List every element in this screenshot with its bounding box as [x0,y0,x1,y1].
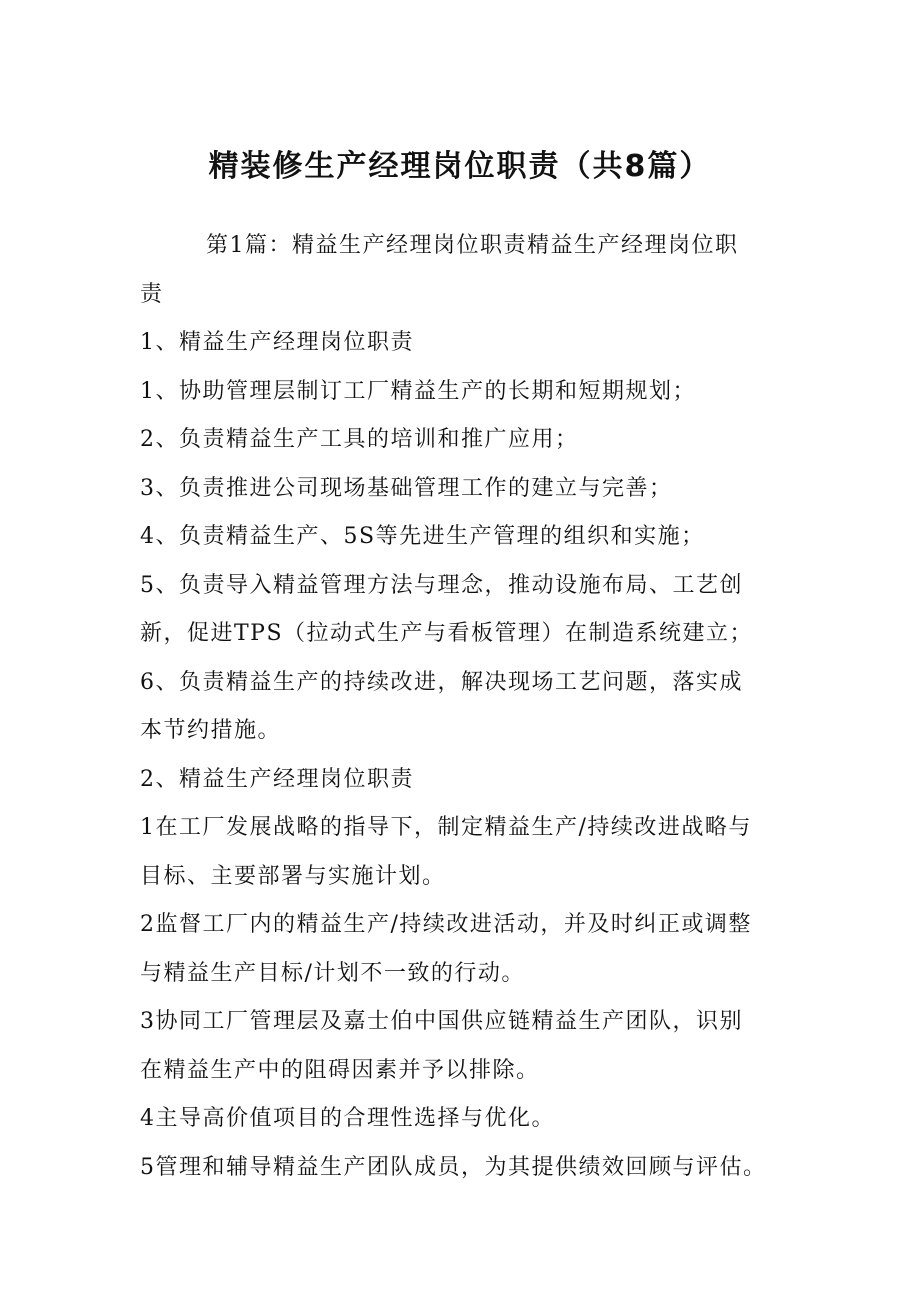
list-item-continuation: 新，促进TPS（拉动式生产与看板管理）在制造系统建立； [140,621,754,646]
paragraph-line: 责 [140,281,164,307]
list-item: 4、负责精益生产、5S等先进生产管理的组织和实施； [140,524,705,549]
document-title: 精装修生产经理岗位职责（共8篇） [208,149,712,184]
document-body [140,222,785,1192]
list-item: 5管理和辅导精益生产团队成员，为其提供绩效回顾与评估。 [140,1154,767,1180]
list-item: 4主导高价值项目的合理性选择与优化。 [140,1106,555,1131]
list-item: 5、负责导入精益管理方法与理念，推动设施布局、工艺创 [140,572,743,598]
list-item: 6、负责精益生产的持续改进，解决现场工艺问题，落实成 [140,669,743,695]
paragraph-line: 第1篇：精益生产经理岗位职责精益生产经理岗位职 [206,233,739,258]
section-heading: 1、精益生产经理岗位职责 [140,330,414,355]
list-item: 3协同工厂管理层及嘉士伯中国供应链精益生产团队，识别 [140,1009,743,1034]
section-heading: 2、精益生产经理岗位职责 [140,766,414,792]
list-item-continuation: 目标、主要部署与实施计划。 [140,863,446,889]
list-item-continuation: 在精益生产中的阻碍因素并予以排除。 [140,1057,540,1083]
list-item: 3、负责推进公司现场基础管理工作的建立与完善； [140,475,673,501]
list-item: 1、协助管理层制订工厂精益生产的长期和短期规划； [140,378,696,404]
list-item-continuation: 与精益生产目标/计划不一致的行动。 [140,960,525,986]
list-item: 2、负责精益生产工具的培训和推广应用； [140,427,579,452]
list-item-continuation: 本节约措施。 [140,718,282,743]
list-item: 2监督工厂内的精益生产/持续改进活动，并及时纠正或调整 [140,912,752,937]
list-item: 1在工厂发展战略的指导下，制定精益生产/持续改进战略与 [140,815,752,840]
